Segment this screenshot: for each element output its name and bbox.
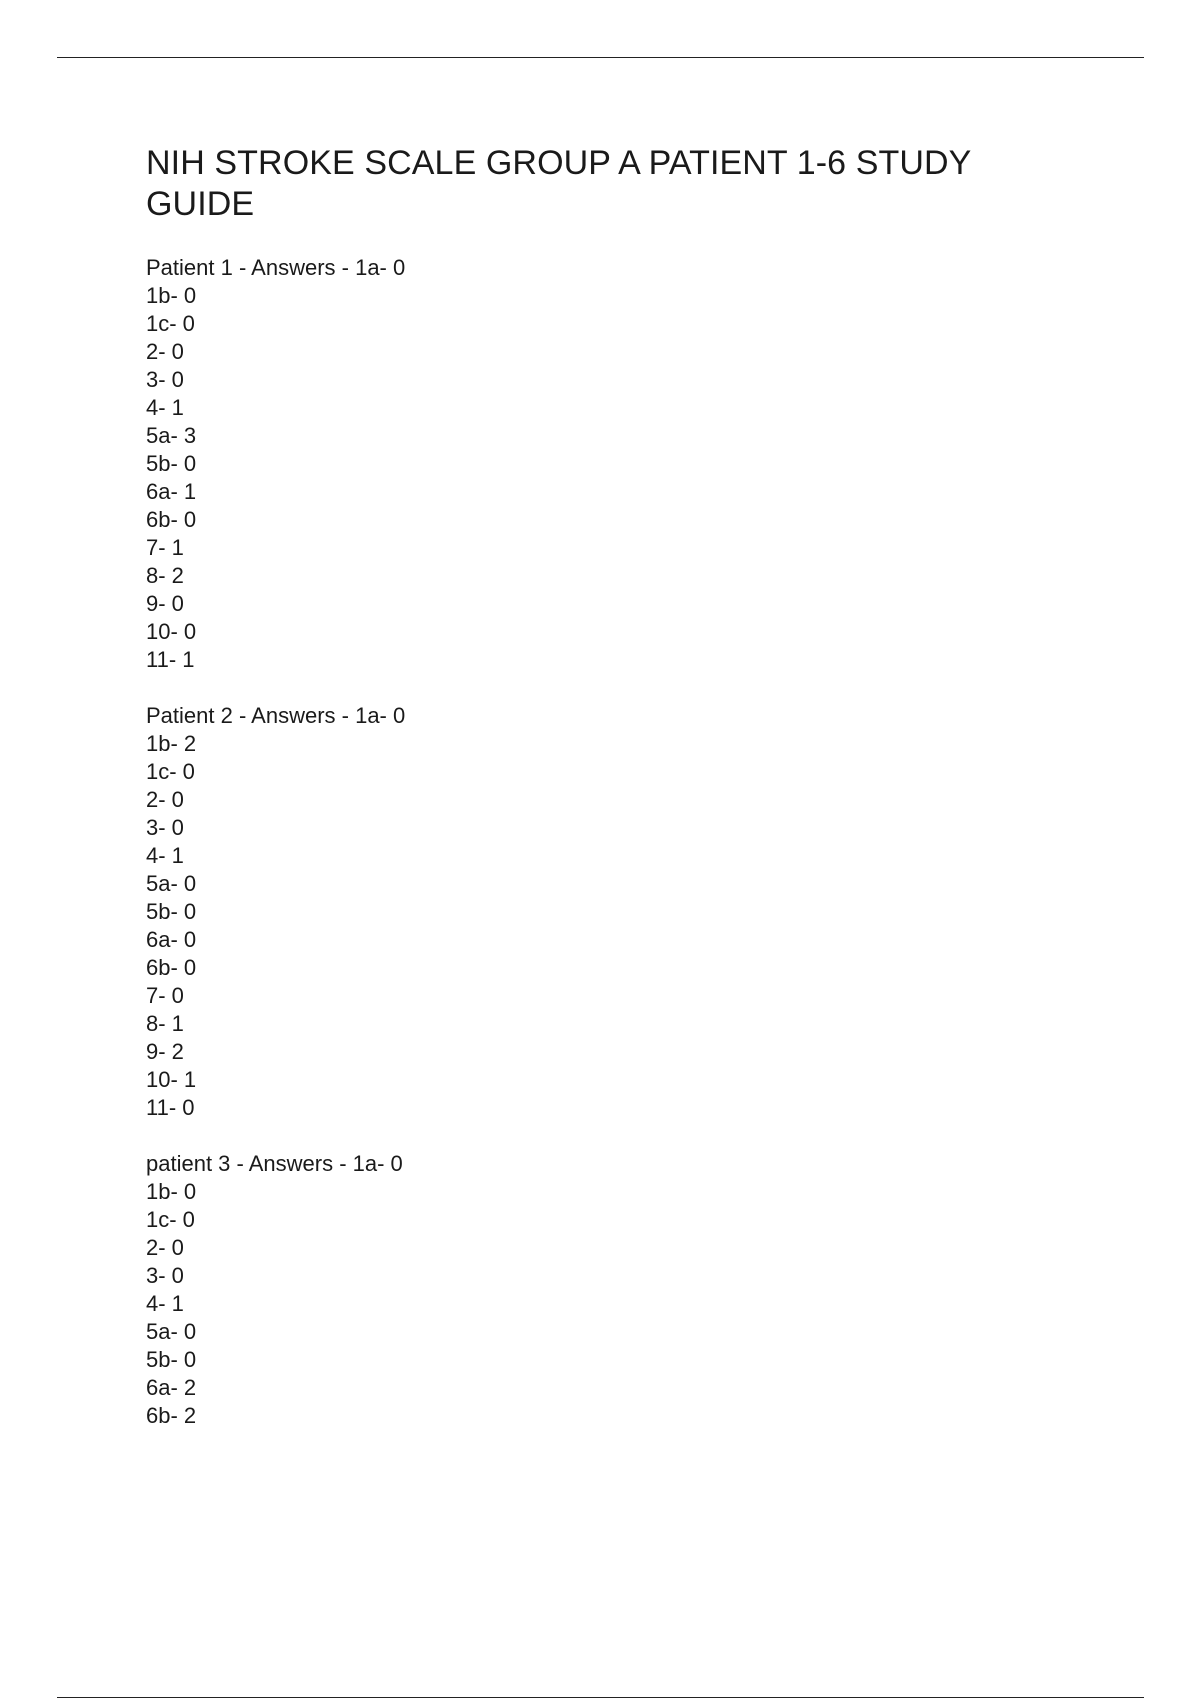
section-patient-3 (146, 1150, 1086, 1430)
answer-line: 5b- 0 (146, 1347, 197, 1372)
section-heading: Patient 1 - Answers - 1a- 0 (146, 255, 406, 280)
bottom-rule (57, 1697, 1144, 1698)
answer-line: 4- 1 (146, 1291, 184, 1316)
answer-line: 5a- 0 (146, 871, 197, 896)
top-rule (57, 57, 1144, 58)
answer-line: 11- 0 (146, 1095, 195, 1120)
answer-line: 6a- 1 (146, 479, 197, 504)
answer-line: 5a- 0 (146, 1319, 197, 1344)
answer-line: 3- 0 (146, 815, 184, 840)
answer-line: 5b- 0 (146, 899, 197, 924)
document-body (146, 143, 1086, 1458)
section-patient-1 (146, 254, 1086, 674)
answer-line: 7- 0 (146, 983, 184, 1008)
answer-line: 8- 1 (146, 1011, 184, 1036)
answer-line: 6a- 2 (146, 1375, 197, 1400)
answer-line: 6a- 0 (146, 927, 197, 952)
answer-line: 1c- 0 (146, 759, 195, 784)
section-patient-2 (146, 702, 1086, 1122)
answer-line: 4- 1 (146, 395, 184, 420)
answer-line: 8- 2 (146, 563, 184, 588)
answer-line: 1b- 0 (146, 1179, 197, 1204)
answer-line: 4- 1 (146, 843, 184, 868)
answer-line: 2- 0 (146, 1235, 184, 1260)
answer-line: 6b- 0 (146, 955, 197, 980)
answer-line: 5a- 3 (146, 423, 197, 448)
answer-line: 3- 0 (146, 1263, 184, 1288)
answer-line: 6b- 2 (146, 1403, 197, 1428)
answer-line: 10- 0 (146, 619, 197, 644)
answer-line: 9- 2 (146, 1039, 184, 1064)
answer-line: 5b- 0 (146, 451, 197, 476)
answer-line: 7- 1 (146, 535, 184, 560)
answer-line: 3- 0 (146, 367, 184, 392)
document-title: NIH STROKE SCALE GROUP A PATIENT 1-6 STUDY GUIDE (146, 144, 971, 223)
answer-line: 6b- 0 (146, 507, 197, 532)
answer-line: 2- 0 (146, 787, 184, 812)
answer-line: 1c- 0 (146, 311, 195, 336)
section-heading: patient 3 - Answers - 1a- 0 (146, 1151, 403, 1176)
answer-line: 10- 1 (146, 1067, 197, 1092)
answer-line: 9- 0 (146, 591, 184, 616)
section-heading: Patient 2 - Answers - 1a- 0 (146, 703, 406, 728)
answer-line: 1b- 2 (146, 731, 197, 756)
answer-line: 2- 0 (146, 339, 184, 364)
answer-line: 1b- 0 (146, 283, 197, 308)
answer-line: 11- 1 (146, 647, 195, 672)
answer-line: 1c- 0 (146, 1207, 195, 1232)
